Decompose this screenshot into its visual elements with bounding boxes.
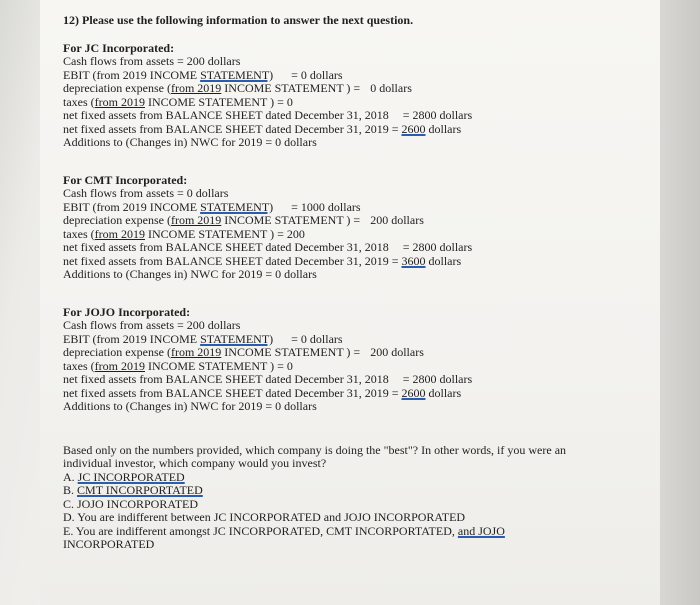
depreciation-label: depreciation expense (: [63, 213, 171, 227]
taxes-label: taxes (: [63, 358, 95, 373]
nfa-2018-value: = 2800 dollars: [402, 108, 473, 122]
ebit-statement: STATEMENT): [200, 331, 274, 346]
option-e-text: E. You are indifferent amongst JC INCORPORATED, CMT INCORPORTATED,: [63, 523, 458, 538]
nfa-2019-unit: dollars: [425, 121, 462, 136]
depreciation-year: from 2019: [170, 345, 222, 359]
option-a-text: JC INCORPORATED: [77, 469, 185, 484]
taxes-line: [63, 228, 643, 242]
taxes-value: INCOME STATEMENT ) = 0: [144, 94, 293, 109]
depreciation-value: 200 dollars: [370, 213, 424, 227]
nwc-line: Additions to (Changes in) NWC for 2019 = 0 dollars: [63, 135, 317, 149]
taxes-line: [63, 360, 643, 374]
nfa-2019-label: net fixed assets from BALANCE SHEET dated December 31, 2019 =: [63, 253, 402, 268]
nfa-2018-value: = 2800 dollars: [402, 240, 473, 254]
depreciation-statement: INCOME STATEMENT ) =: [221, 81, 361, 95]
nwc-line: Additions to (Changes in) NWC for 2019 = 0 dollars: [63, 267, 317, 281]
taxes-year: from 2019: [94, 94, 145, 109]
nfa-2018-label: net fixed assets from BALANCE SHEET dated December 31, 2018: [63, 372, 389, 386]
ebit-line: [63, 201, 643, 215]
nfa-2018-line: [63, 109, 643, 123]
nfa-2019-value: 2600: [401, 121, 426, 136]
cash-flows-line: Cash flows from assets = 0 dollars: [63, 186, 229, 200]
depreciation-label: depreciation expense (: [63, 81, 171, 95]
depreciation-statement: INCOME STATEMENT ) =: [221, 213, 361, 227]
prompt-line-2: individual investor, which company would you invest?: [63, 456, 327, 470]
document-content: [63, 14, 643, 552]
company-heading: For CMT Incorporated:: [63, 172, 188, 187]
option-d[interactable]: D. You are indifferent between JC INCORPORATED and JOJO INCORPORATED: [63, 510, 466, 524]
taxes-value: INCOME STATEMENT ) = 0: [144, 358, 293, 373]
nfa-2019-line: [63, 387, 643, 401]
nfa-2019-unit: dollars: [425, 385, 462, 400]
nfa-2019-line: [63, 123, 643, 137]
ebit-line: [63, 69, 643, 83]
option-e[interactable]: [63, 525, 643, 539]
cash-flows-line: Cash flows from assets = 200 dollars: [63, 318, 241, 332]
option-b[interactable]: [63, 484, 643, 498]
depreciation-value: 0 dollars: [370, 81, 412, 95]
depreciation-value: 200 dollars: [370, 345, 424, 359]
prompt-line-1: Based only on the numbers provided, which company is doing the "best"? In other words, if you were an: [63, 442, 567, 457]
nfa-2018-label: net fixed assets from BALANCE SHEET dated December 31, 2018: [63, 240, 389, 254]
nfa-2019-line: [63, 255, 643, 269]
ebit-statement: STATEMENT): [200, 199, 274, 214]
ebit-line: [63, 333, 643, 347]
ebit-statement: STATEMENT): [200, 67, 274, 82]
company-block-cmt: [63, 174, 643, 282]
nfa-2018-label: net fixed assets from BALANCE SHEET dated December 31, 2018: [63, 108, 389, 122]
nfa-2018-line: [63, 373, 643, 387]
question-prompt: [63, 444, 643, 552]
nfa-2019-value: 2600: [401, 385, 426, 400]
nfa-2019-unit: dollars: [425, 253, 462, 268]
taxes-value: INCOME STATEMENT ) = 200: [144, 226, 305, 241]
nfa-2019-label: net fixed assets from BALANCE SHEET dated December 31, 2019 =: [63, 121, 402, 136]
background-edge: [660, 0, 700, 605]
nwc-line: Additions to (Changes in) NWC for 2019 = 0 dollars: [63, 399, 317, 413]
depreciation-statement: INCOME STATEMENT ) =: [221, 345, 361, 359]
option-e-continued: INCORPORATED: [63, 537, 155, 551]
taxes-label: taxes (: [63, 94, 95, 109]
ebit-value: = 1000 dollars: [291, 199, 361, 214]
depreciation-line: [63, 214, 643, 228]
ebit-value: = 0 dollars: [291, 331, 343, 346]
depreciation-line: [63, 82, 643, 96]
depreciation-year: from 2019: [170, 81, 222, 95]
ebit-label: EBIT (from 2019 INCOME: [63, 331, 201, 346]
option-c[interactable]: C. JOJO INCORPORATED: [63, 496, 199, 511]
nfa-2019-value: 3600: [401, 253, 426, 268]
question-title: 12) Please use the following information to answer the next question.: [63, 13, 414, 27]
ebit-label: EBIT (from 2019 INCOME: [63, 199, 201, 214]
nfa-2018-value: = 2800 dollars: [402, 372, 473, 386]
depreciation-year: from 2019: [170, 213, 222, 227]
taxes-year: from 2019: [94, 226, 145, 241]
company-block-jc: [63, 42, 643, 150]
option-b-prefix: B.: [63, 483, 78, 497]
taxes-label: taxes (: [63, 226, 95, 241]
nfa-2018-line: [63, 241, 643, 255]
taxes-year: from 2019: [94, 358, 145, 373]
depreciation-line: [63, 346, 643, 360]
option-a-prefix: A.: [63, 469, 78, 484]
depreciation-label: depreciation expense (: [63, 345, 171, 359]
option-e-underlined: and JOJO: [457, 523, 505, 538]
ebit-label: EBIT (from 2019 INCOME: [63, 67, 201, 82]
company-block-jojo: [63, 306, 643, 414]
cash-flows-line: Cash flows from assets = 200 dollars: [63, 54, 241, 68]
company-heading: For JOJO Incorporated:: [63, 304, 191, 319]
taxes-line: [63, 96, 643, 110]
option-b-text: CMT INCORPORTATED: [77, 483, 203, 497]
company-heading: For JC Incorporated:: [63, 40, 175, 55]
option-a[interactable]: [63, 471, 643, 485]
nfa-2019-label: net fixed assets from BALANCE SHEET dated December 31, 2019 =: [63, 385, 402, 400]
ebit-value: = 0 dollars: [291, 67, 343, 82]
